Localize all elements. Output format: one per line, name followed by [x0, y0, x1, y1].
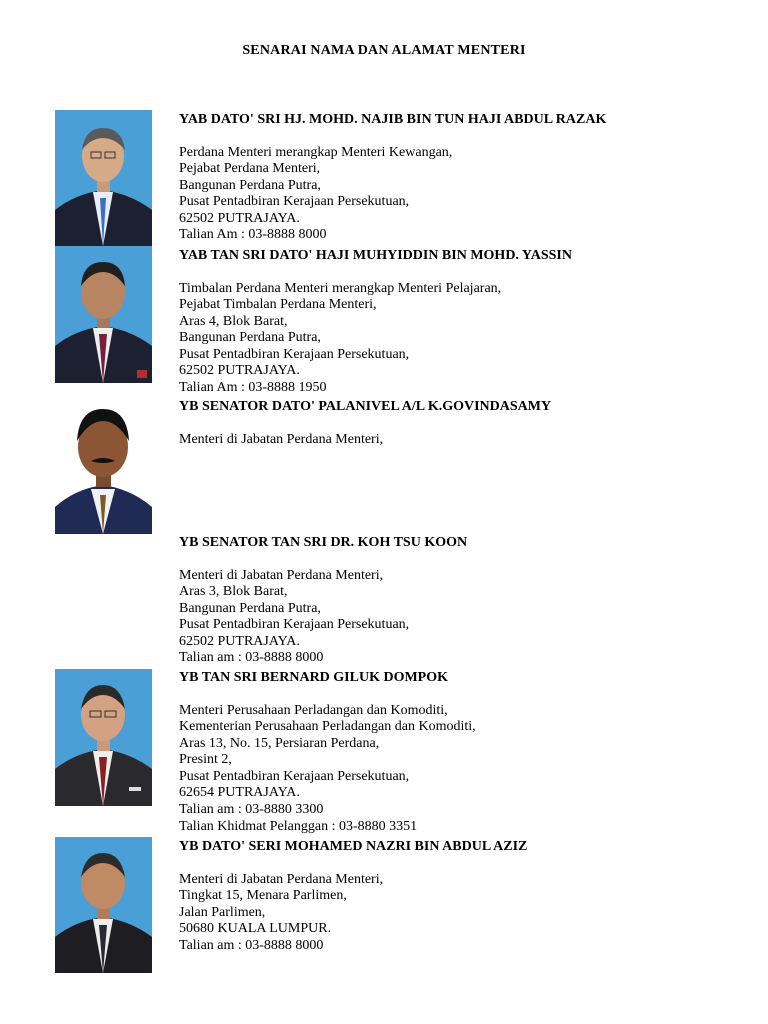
address-line: Kementerian Perusahaan Perladangan dan Komoditi,	[179, 719, 476, 735]
address-line: Aras 13, No. 15, Persiaran Perdana,	[179, 735, 380, 751]
address-line: 62502 PUTRAJAYA.	[179, 633, 300, 649]
minister-entry-3	[179, 398, 739, 448]
phone-line: Talian am : 03-8888 8000	[179, 650, 324, 666]
minister-name: YB SENATOR DATO' PALANIVEL A/L K.GOVINDASAMY	[179, 399, 552, 414]
portrait-photo-2	[55, 246, 152, 383]
address-line: Perdana Menteri merangkap Menteri Kewangan,	[179, 144, 453, 160]
address-line: Aras 4, Blok Barat,	[179, 313, 288, 329]
address-line: 62654 PUTRAJAYA.	[179, 785, 300, 801]
minister-entry-6	[179, 838, 739, 954]
address-line: 50680 KUALA LUMPUR.	[179, 921, 332, 937]
portrait-photo-3	[55, 397, 152, 534]
address-line: Menteri di Jabatan Perdana Menteri,	[179, 431, 384, 447]
address-line: Pejabat Perdana Menteri,	[179, 161, 321, 177]
portrait-photo-6	[55, 837, 152, 973]
address-line: Timbalan Perdana Menteri merangkap Menteri Pelajaran,	[179, 280, 502, 296]
phone-line: Talian am : 03-8880 3300	[179, 802, 324, 818]
minister-name: YB TAN SRI BERNARD GILUK DOMPOK	[179, 670, 449, 685]
address-line: Menteri di Jabatan Perdana Menteri,	[179, 871, 384, 887]
address-line: Menteri di Jabatan Perdana Menteri,	[179, 567, 384, 583]
phone-line: Talian Khidmat Pelanggan : 03-8880 3351	[179, 818, 418, 834]
minister-entry-1	[179, 111, 739, 244]
minister-entry-2	[179, 247, 739, 397]
address-line: 62502 PUTRAJAYA.	[179, 210, 300, 226]
address-line: Tingkat 15, Menara Parlimen,	[179, 888, 347, 904]
minister-name: YB DATO' SERI MOHAMED NAZRI BIN ABDUL AZIZ	[179, 839, 528, 854]
address-line: Jalan Parlimen,	[179, 904, 266, 920]
minister-name: YAB TAN SRI DATO' HAJI MUHYIDDIN BIN MOHD. YASSIN	[179, 248, 572, 263]
address-line: Pusat Pentadbiran Kerajaan Persekutuan,	[179, 346, 410, 362]
address-line: Pusat Pentadbiran Kerajaan Persekutuan,	[179, 768, 410, 784]
address-line: Presint 2,	[179, 752, 232, 768]
phone-line: Talian am : 03-8888 8000	[179, 937, 324, 953]
portrait-photo-1	[55, 110, 152, 246]
address-line: Pejabat Timbalan Perdana Menteri,	[179, 297, 377, 313]
phone-line: Talian Am : 03-8888 8000	[179, 227, 327, 243]
address-line: Bangunan Perdana Putra,	[179, 600, 321, 616]
address-line: Aras 3, Blok Barat,	[179, 584, 288, 600]
page-title: SENARAI NAMA DAN ALAMAT MENTERI	[242, 43, 526, 58]
phone-line: Talian Am : 03-8888 1950	[179, 380, 327, 396]
address-line: Bangunan Perdana Putra,	[179, 330, 321, 346]
address-line: Pusat Pentadbiran Kerajaan Persekutuan,	[179, 617, 410, 633]
portrait-photo-5	[55, 669, 152, 806]
minister-entry-4	[179, 534, 739, 667]
address-line: Menteri Perusahaan Perladangan dan Komoditi,	[179, 702, 448, 718]
minister-name: YAB DATO' SRI HJ. MOHD. NAJIB BIN TUN HAJI ABDUL RAZAK	[179, 112, 607, 127]
address-line: Pusat Pentadbiran Kerajaan Persekutuan,	[179, 194, 410, 210]
minister-name: YB SENATOR TAN SRI DR. KOH TSU KOON	[179, 535, 468, 550]
address-line: 62502 PUTRAJAYA.	[179, 363, 300, 379]
minister-entry-5	[179, 669, 739, 835]
address-line: Bangunan Perdana Putra,	[179, 177, 321, 193]
